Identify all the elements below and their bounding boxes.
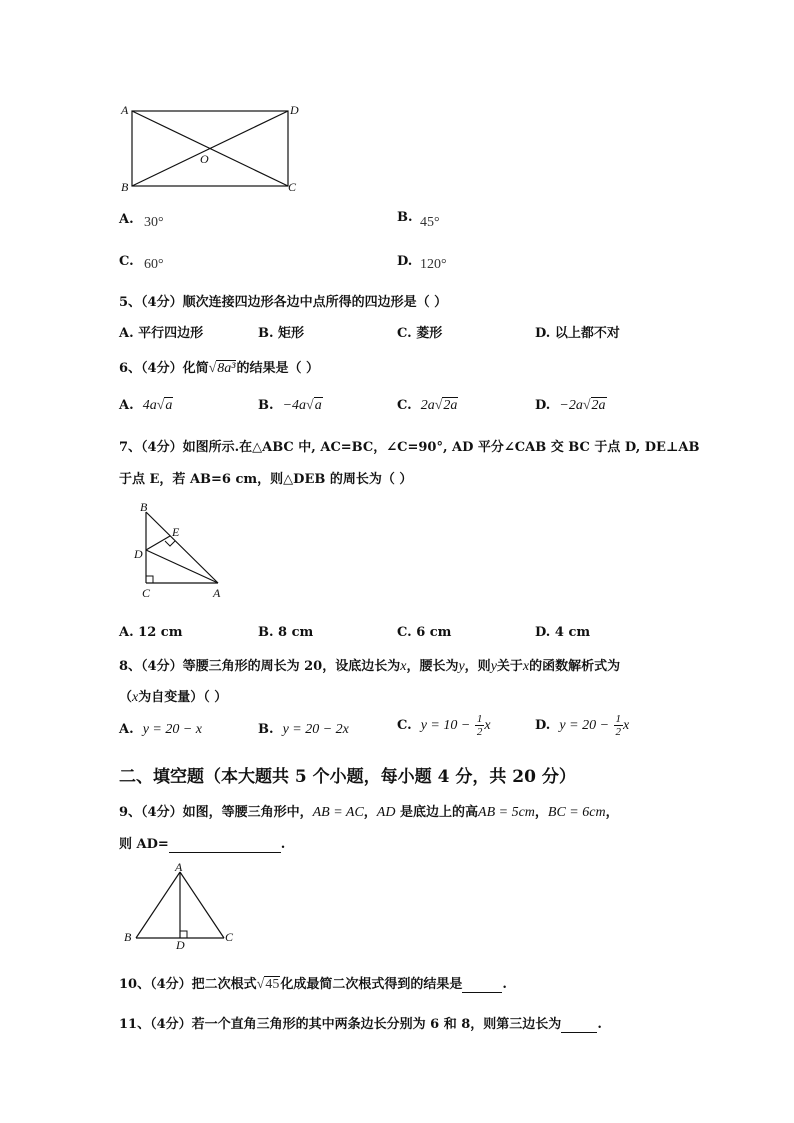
q5-option-d: D. 以上都不对 <box>535 326 620 341</box>
q9-label-b: B <box>124 930 132 944</box>
q7-option-c: C. 6 cm <box>397 625 452 640</box>
q6-radicand: 8a³ <box>217 361 236 376</box>
q7-label-b: B <box>140 500 148 514</box>
q9-label-d: D <box>176 938 185 952</box>
q8-option-a: A. y = 20 − x <box>119 722 203 737</box>
q9-label-c: C <box>225 930 234 944</box>
isosceles-triangle-figure <box>130 860 240 955</box>
q9-line1: 9、（4分）如图，等腰三角形中，AB = AC，AD 是底边上的高AB = 5cm，BC = 6cm， <box>119 805 619 820</box>
q5-option-b: B. 矩形 <box>258 326 305 341</box>
q8-line2: （x为自变量）（ ） <box>119 690 228 705</box>
rectangle-figure <box>118 100 308 195</box>
q9-line2: 则 AD= . <box>119 837 286 852</box>
q6-option-c: C. 2a√2a <box>397 398 458 413</box>
q7-label-d: D <box>134 547 143 561</box>
triangle-dea-figure <box>130 500 230 600</box>
q4-option-c-letter: C. <box>119 254 134 269</box>
q4-option-b-value: 45° <box>420 215 440 230</box>
q4-option-b-letter: B. <box>397 210 413 225</box>
q8-option-d: D. y = 20 − $\frac{1}{2}$ x <box>535 713 630 738</box>
q7-option-a: A. 12 cm <box>119 625 183 640</box>
q10: 10、（4分）把二次根式√45化成最简二次根式得到的结果是 . <box>119 977 507 992</box>
q4-option-a-letter: A. <box>119 212 134 227</box>
q4-option-d-value: 120° <box>420 257 447 272</box>
q11: 11、（4分）若一个直角三角形的其中两条边长分别为 6 和 8，则第三边长为 . <box>119 1017 602 1032</box>
q8-line1: 8、（4分）等腰三角形的周长为 20，设底边长为x，腰长为y，则y关于x的函数解析式为 <box>119 659 621 674</box>
q7-label-e: E <box>172 525 180 539</box>
label-b: B <box>121 180 129 194</box>
q9-answer-blank[interactable] <box>169 837 281 853</box>
label-d: D <box>290 103 299 117</box>
label-a: A <box>121 103 129 117</box>
q8-option-b: B. y = 20 − 2x <box>258 722 349 737</box>
q4-option-a-value: 30° <box>144 215 164 230</box>
q11-answer-blank[interactable] <box>561 1017 597 1033</box>
q10-radicand: 45 <box>265 977 280 992</box>
q7-label-c: C <box>142 586 151 600</box>
q7-option-d: D. 4 cm <box>535 625 591 640</box>
label-o: O <box>200 152 209 166</box>
q4-option-d-letter: D. <box>397 254 413 269</box>
q4-option-c-value: 60° <box>144 257 164 272</box>
q6-option-d: D. −2a√2a <box>535 398 606 413</box>
q5-option-a: A. 平行四边形 <box>119 326 204 341</box>
q6-option-a: A. 4a√a <box>119 398 173 413</box>
q5-stem: 5、（4分）顺次连接四边形各边中点所得的四边形是（ ） <box>119 295 448 310</box>
q8-option-c: C. y = 10 − $\frac{1}{2}$ x <box>397 713 491 738</box>
label-c: C <box>288 180 297 194</box>
q9-label-a: A <box>175 860 183 874</box>
q6-option-b: B. −4a√a <box>258 398 322 413</box>
q7-line2: 于点 E，若 AB=6 cm，则△DEB 的周长为（ ） <box>119 472 413 487</box>
q6-stem: 6、（4分）化简√8a³的结果是（ ） <box>119 361 320 376</box>
q5-option-c: C. 菱形 <box>397 326 443 341</box>
q7-label-a: A <box>213 586 221 600</box>
q7-line1: 7、（4分）如图所示.在△ABC 中, AC=BC，∠C=90°, AD 平分∠CAB 交 BC 于点 D, DE⊥AB <box>119 440 700 455</box>
q10-answer-blank[interactable] <box>462 977 502 993</box>
section-2-title: 二、填空题（本大题共 5 个小题，每小题 4 分，共 20 分） <box>119 767 576 787</box>
q7-option-b: B. 8 cm <box>258 625 314 640</box>
